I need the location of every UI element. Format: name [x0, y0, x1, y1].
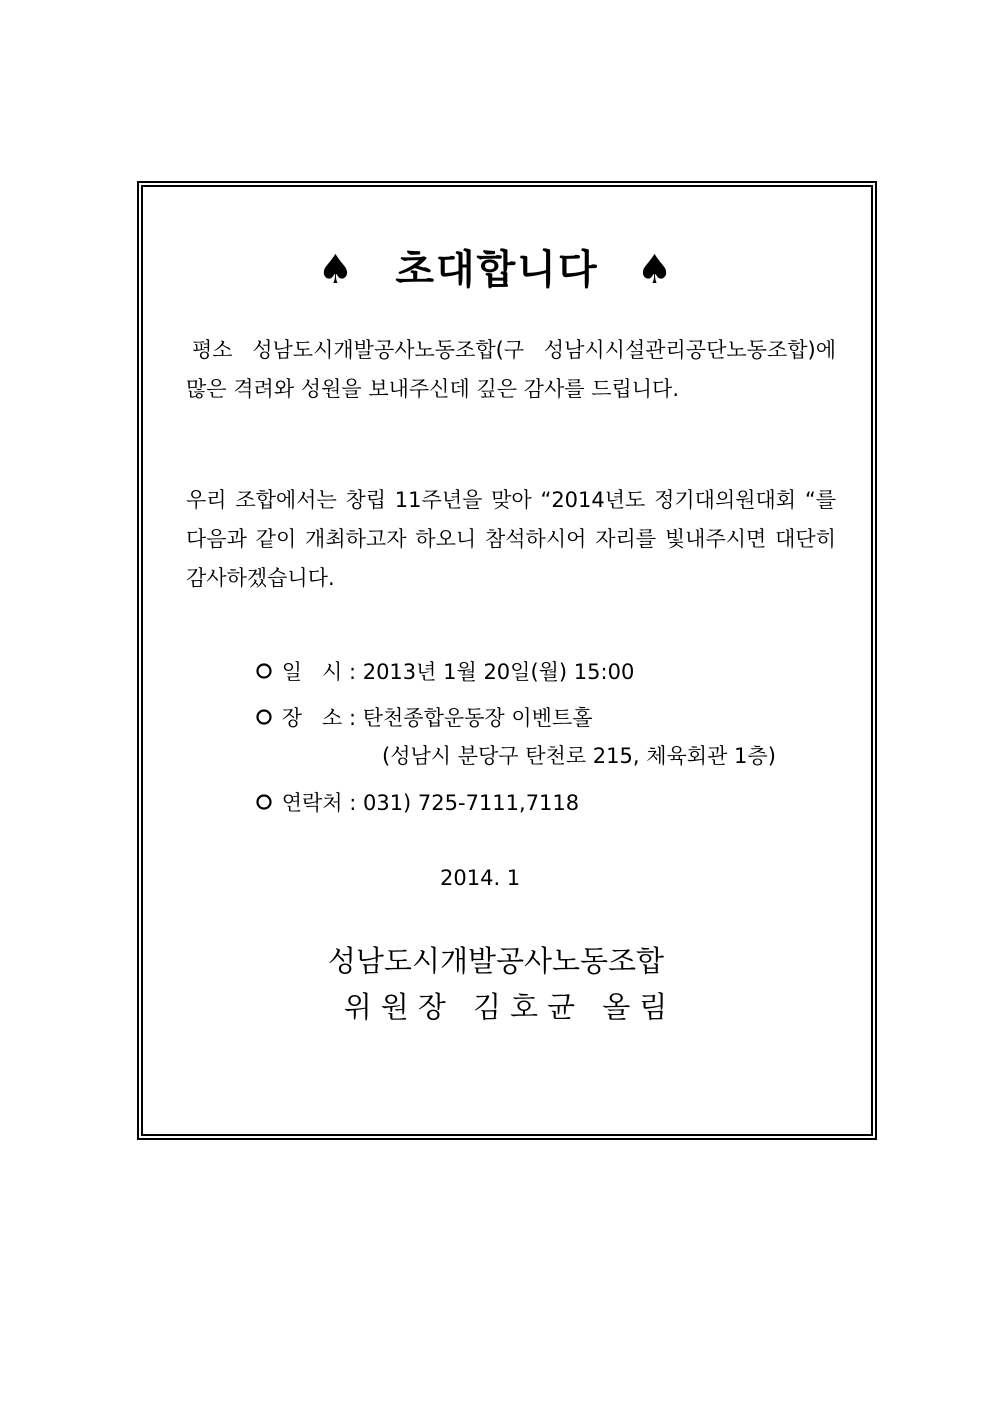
detail-contact-text: 연락처 : 031) 725-7111,7118	[281, 791, 580, 815]
circle-bullet-icon	[255, 661, 275, 681]
greeting-paragraph: 평소 성남도시개발공사노동조합(구 성남시시설관리공단노동조합)에 많은 격려와 성원을 보내주신데 깊은 감사를 드립니다.	[186, 338, 836, 401]
detail-venue	[255, 698, 593, 738]
spade-icon-left: ♠	[317, 247, 356, 293]
detail-datetime-text: 일 시 : 2013년 1월 20일(월) 15:00	[281, 660, 635, 684]
title-text: 초대합니다	[395, 247, 599, 293]
detail-datetime	[255, 652, 634, 692]
issue-date: 2014. 1	[440, 866, 521, 890]
signature-organization: 성남도시개발공사노동조합	[327, 944, 665, 978]
circle-bullet-icon	[255, 792, 275, 812]
detail-venue-address: (성남시 분당구 탄천로 215, 체육회관 1층)	[382, 744, 776, 768]
page-title	[0, 238, 992, 295]
circle-bullet-icon	[255, 707, 275, 727]
spade-icon-right: ♠	[636, 247, 675, 293]
invitation-paragraph: 우리 조합에서는 창립 11주년을 맞아 “2014년도 정기대의원대회 “를 다음과 같이 개최하고자 하오니 참석하시어 자리를 빛내주시면 대단히 감사하겠습니다.	[186, 488, 836, 590]
detail-venue-text: 장 소 : 탄천종합운동장 이벤트홀	[281, 706, 593, 730]
detail-contact	[255, 783, 579, 823]
signature-signer: 위원장 김호균 올림	[343, 990, 677, 1024]
